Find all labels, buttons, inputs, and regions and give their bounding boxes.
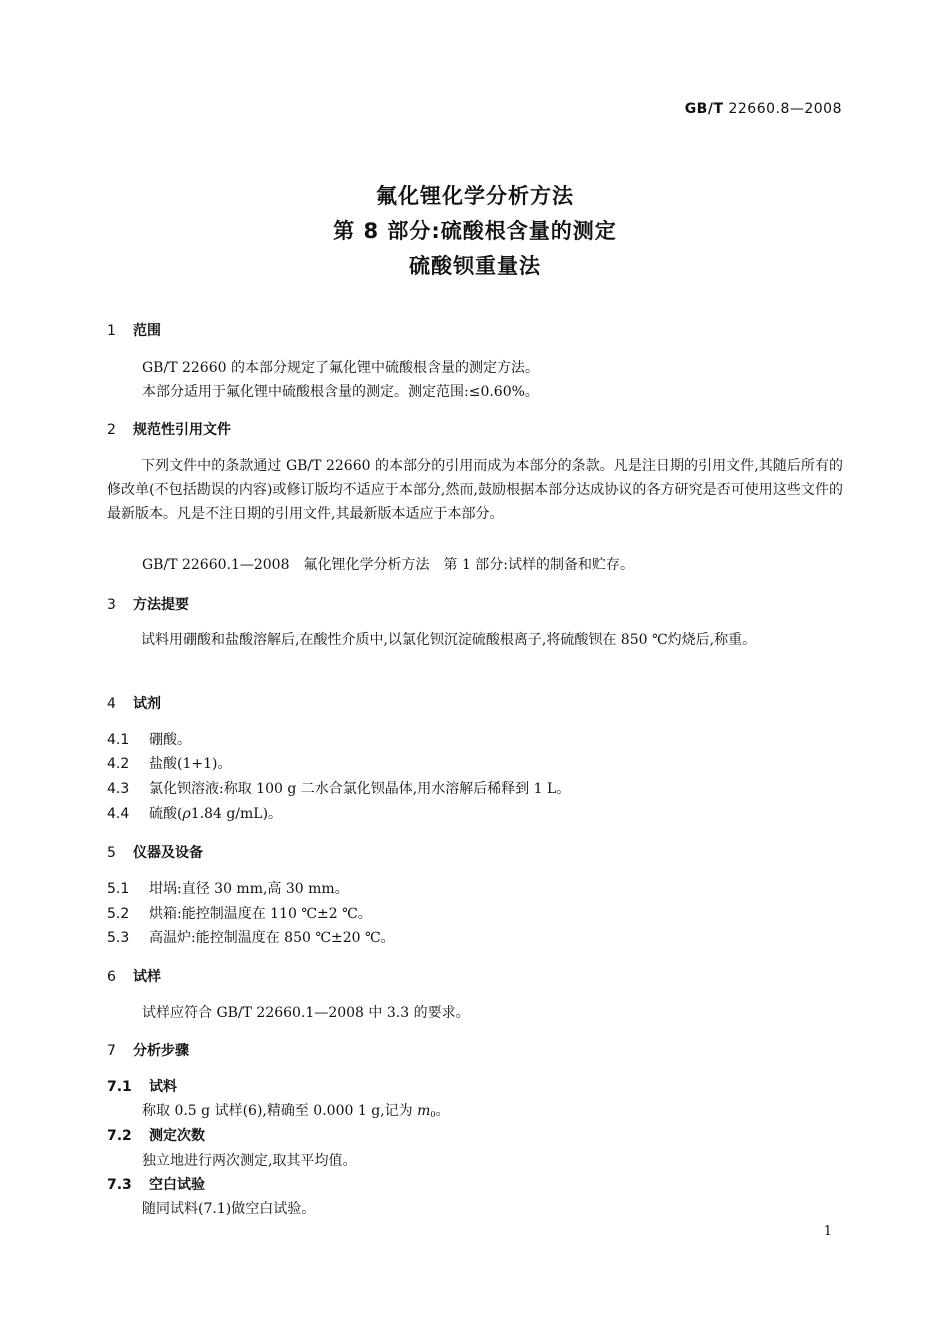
subsection-title: 试料 — [149, 1079, 177, 1095]
section-1-heading — [107, 320, 161, 340]
subsection-title: 空白试验 — [149, 1177, 205, 1193]
item-text: 氯化钡溶液:称取 100 g 二水合氯化钡晶体,用水溶解后稀释到 1 L。 — [149, 781, 571, 797]
subsection-number: 7.1 — [107, 1079, 132, 1095]
item-number: 5.2 — [107, 906, 130, 922]
item-text: 盐酸(1+1)。 — [149, 756, 232, 772]
reagent-item — [107, 778, 570, 798]
standard-prefix: GB/T — [684, 101, 724, 117]
section-title: 试剂 — [133, 696, 161, 712]
mass-variable-subscript: 0 — [430, 1110, 436, 1119]
apparatus-item — [107, 903, 372, 923]
subsection-title: 测定次数 — [149, 1128, 205, 1144]
section-number: 5 — [107, 845, 116, 861]
section-3-heading — [107, 594, 189, 614]
subsection-number: 7.3 — [107, 1177, 132, 1193]
section-title: 试样 — [133, 969, 161, 985]
text-pre: 称取 0.5 g 试样(6),精确至 0.000 1 g,记为 — [142, 1103, 418, 1119]
item-text-pre: 硫酸( — [149, 806, 183, 822]
item-number: 4.3 — [107, 781, 130, 797]
item-number: 4.1 — [107, 732, 130, 748]
section-title: 仪器及设备 — [133, 845, 203, 861]
item-text: 坩埚:直径 30 mm,高 30 mm。 — [149, 881, 349, 897]
item-number: 4.2 — [107, 756, 130, 772]
text-post: 。 — [435, 1103, 450, 1119]
item-text: 高温炉:能控制温度在 850 ℃±20 ℃。 — [149, 930, 395, 946]
item-number: 5.1 — [107, 881, 130, 897]
subsection-7-1-heading — [107, 1076, 177, 1096]
section-4-heading — [107, 693, 161, 713]
item-text: 硼酸。 — [149, 732, 191, 748]
item-number: 5.3 — [107, 930, 130, 946]
subsection-7-3-heading — [107, 1174, 205, 1194]
section-number: 3 — [107, 597, 116, 613]
section-7-heading — [107, 1040, 189, 1060]
section-number: 4 — [107, 696, 116, 712]
section-1-paragraph-2: 本部分适用于氟化锂中硫酸根含量的测定。测定范围:≤0.60%。 — [142, 384, 539, 400]
document-title-line-1: 氟化锂化学分析方法 — [376, 184, 574, 208]
section-6-heading — [107, 966, 161, 986]
section-number: 7 — [107, 1043, 116, 1059]
subsection-7-3-text: 随同试料(7.1)做空白试验。 — [142, 1201, 316, 1217]
document-title-line-3: 硫酸钡重量法 — [409, 254, 541, 278]
reagent-item — [107, 729, 191, 749]
section-title: 规范性引用文件 — [133, 422, 231, 438]
document-title-line-2: 第 8 部分:硫酸根含量的测定 — [333, 219, 617, 243]
section-title: 范围 — [133, 323, 161, 339]
item-text-post: 1.84 g/mL)。 — [190, 806, 283, 822]
standard-number: 22660.8—2008 — [728, 101, 842, 117]
section-title: 分析步骤 — [133, 1043, 189, 1059]
subsection-number: 7.2 — [107, 1128, 132, 1144]
page-number: 1 — [823, 1224, 832, 1239]
section-2-paragraph: 下列文件中的条款通过 GB/T 22660 的本部分的引用而成为本部分的条款。凡是注日期的引用文件,其随后所有的修改单(不包括勘误的内容)或修订版均不适应于本部分,然而,鼓励根据本部分达成协议的各方研究是否可使用这些文件的最新版本。凡是不注日期的引用文件,其最新版本适应于本部分。 — [107, 458, 843, 522]
section-1-paragraph-1: GB/T 22660 的本部分规定了氟化锂中硫酸根含量的测定方法。 — [142, 360, 539, 376]
section-title: 方法提要 — [133, 597, 189, 613]
density-symbol: ρ — [182, 806, 191, 822]
reagent-item — [107, 753, 231, 773]
mass-variable: m — [417, 1103, 431, 1119]
subsection-7-2-text: 独立地进行两次测定,取其平均值。 — [142, 1153, 357, 1169]
subsection-7-1-text — [142, 1100, 449, 1120]
section-6-paragraph: 试样应符合 GB/T 22660.1—2008 中 3.3 的要求。 — [142, 1005, 470, 1021]
item-text: 烘箱:能控制温度在 110 ℃±2 ℃。 — [149, 906, 372, 922]
subsection-7-2-heading — [107, 1125, 205, 1145]
standard-code — [685, 101, 842, 117]
item-number: 4.4 — [107, 806, 130, 822]
section-5-heading — [107, 842, 203, 862]
normative-reference: GB/T 22660.1—2008 氟化锂化学分析方法 第 1 部分:试样的制备和贮存。 — [142, 557, 635, 573]
apparatus-item — [107, 878, 349, 898]
reagent-item — [107, 803, 282, 823]
section-number: 1 — [107, 323, 116, 339]
section-2-heading — [107, 419, 231, 439]
section-number: 6 — [107, 969, 116, 985]
apparatus-item — [107, 927, 395, 947]
section-3-paragraph: 试料用硼酸和盐酸溶解后,在酸性介质中,以氯化钡沉淀硫酸根离子,将硫酸钡在 850 ℃灼烧后,称重。 — [141, 632, 757, 648]
section-number: 2 — [107, 422, 116, 438]
